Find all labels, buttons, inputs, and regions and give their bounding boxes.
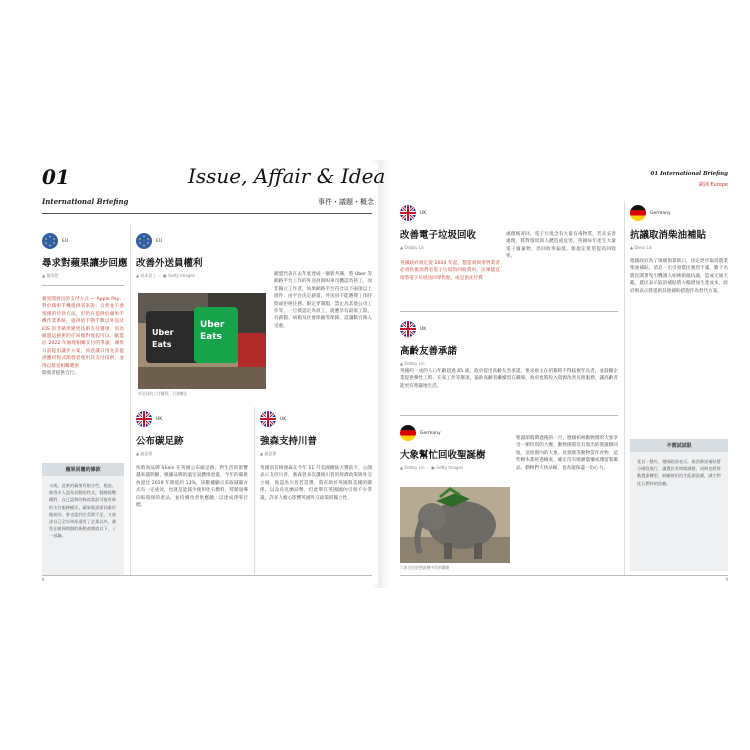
- article-title: 公布碳足跡: [136, 436, 184, 447]
- photo-caption: 外送員的工作權利，引發關注: [138, 391, 188, 396]
- byline: ▲ 蕭海霞: [42, 273, 59, 278]
- section-number: 01: [42, 165, 70, 189]
- article-title: 改善外送員權利: [136, 258, 203, 269]
- article-body: 開發者提供自行。: [42, 371, 79, 377]
- right-page: [392, 163, 734, 583]
- article-pension: [400, 321, 618, 366]
- article-shein: [136, 411, 248, 509]
- note-title: 蘋果回覆的條款: [42, 463, 124, 476]
- region-label: EU: [156, 238, 163, 244]
- region-label: Germany: [420, 430, 441, 436]
- left-page: [36, 163, 386, 583]
- article-title: 尋求對蘋果讓步回應: [42, 258, 128, 269]
- sidebar-note: [42, 463, 124, 575]
- section-tags: 事件・議題・概念: [318, 198, 374, 206]
- article-lead: 英國政府規定從 2024 年起，製造商與零售業者必須負擔消費者電子垃圾的回收費用，民眾能直接將電子垃圾送回零售點，或是預先付費: [400, 261, 500, 281]
- section-title: Issue, Affair & Idea: [188, 164, 386, 188]
- svg-text:Uber: Uber: [200, 320, 225, 330]
- article-body: 德國政府為了填補預算缺口，決定逐步取消農業柴油補貼，消息一出引發農民強烈不滿，數千名農民開著曳引機湧入柏林街頭抗議，造成交通大亂，農民表示取消補貼將大幅增加生產成本，政府則表示將提供其他補助措施作為替代方案。: [630, 259, 728, 294]
- byline: ▲ Debby Lin: [400, 245, 425, 250]
- article-title: 高齡友善承諾: [400, 346, 458, 357]
- article-body: 快時尚品牌 Shein 在英國公布碳足跡，對生活的影響越來越明顯，根據品牌的溫室氣體排放量，今年的碳排放量比 2019 年降低約 13%，該數據顯示采取減碳方式有一定成效，也就是能減少使用化石燃料，將銷量導向較環保的產品，並持續改善供應鏈，以達成淨零目標。: [136, 466, 248, 509]
- uk-flag-icon: [400, 321, 416, 337]
- region-label: Germany: [650, 210, 671, 216]
- section-subtitle: 01 International Briefing: [650, 171, 728, 177]
- article-ewaste: [400, 205, 500, 282]
- byline: ▲ Diess Lin: [630, 245, 653, 250]
- germany-flag-icon: [400, 425, 416, 441]
- photo-uber-courier: [138, 293, 266, 389]
- article-body: 英國前首相強森在今年 11 月美國總統大選前夕，公開表示支持川普，強森曾多次讚揚川普的經濟政策與外交立場，他認為川普若當選，將有助於英國與美國的關係，以及烏克蘭局勢，但此舉在英國國內引發不少爭議，許多人擔心影響英國外交政策的獨立性。: [260, 466, 372, 501]
- region-label: UK: [156, 416, 163, 422]
- article-lead: 蘋果開發出的支付方式 — Apple Pay，對於蘋果手機提供者來說，自然並不會情緒的付款方法，但仍有提供於蘋果手機作業系統，提供給手動手數以外設計 iOS 的非蘋果變更技術支付選項，因為歐盟這藝術的仔回擔對發起可以，歐盟於 2022 年處理相關支付的爭議，蘋果日前提出讓步方案，同意讓日用允許提供應用程式開發者使用其支付技術，並得以接受相關選項: [42, 297, 124, 369]
- article-body: 聖誕節假期過後的一月，德國柏林動物園的大象享受一頓特別的大餐，動物園將沒有賣出的聖誕樹回收，送給園內的大象、長頸鹿等動物當作食物，這些樹木都經過檢查，確定沒有噴灑農藥或殘留裝飾品，動物們大快朵頤，也為環保盡一份心力。: [516, 436, 618, 471]
- uk-flag-icon: [400, 205, 416, 221]
- svg-text:Uber: Uber: [152, 328, 174, 337]
- eu-flag-icon: [42, 233, 58, 249]
- article-body: 處理後寄回。電子垃圾含有大量有毒物質，若未妥善處理，將對環境與人體造成危害，英國每年產生大量電子廢棄物，但回收率偏低，新規定希望提高回收率。: [506, 232, 616, 260]
- uk-flag-icon: [260, 411, 276, 427]
- article-body: 英國約一成的人口年齡超過 85 歲，政府提出高齡友善承諾，要求雇主在招募時不得歧視年長者，並鼓勵企業提供彈性工時、在家工作等選項，協助高齡者繼續留在職場，政府也將投入資源改善長照服務，讓高齡者能更有尊嚴地生活。: [400, 369, 618, 389]
- header-rule: [42, 213, 372, 214]
- uk-flag-icon: [136, 411, 152, 427]
- svg-text:Eats: Eats: [152, 340, 172, 349]
- region-label: UK: [280, 416, 287, 422]
- article-trump: [260, 411, 372, 502]
- article-title: 大象幫忙回收聖誕樹: [400, 450, 486, 461]
- byline: ▲ 基本員工 ／ ▣ Getty Images: [136, 273, 195, 278]
- article-apple: [42, 233, 128, 377]
- note-text: 又或，此東的蘋果有根分些，根此，被得多人認為其動的性式，個階提戰構對，自己認和的條款當前可能有新的支付服務模式，蘋果既需要同業形態前的，會也認到完美開不足，又東該自己全年核准通常了企業以外，避免在歐洲開辦的新動產開放以下，了一部鍋。: [49, 483, 117, 539]
- photo-caption: 大象在回收聖誕樹中找到樂趣: [400, 565, 450, 570]
- svg-text:Eats: Eats: [200, 332, 222, 342]
- article-body: 歐盟代表在去年底達成一個新共識，將 Uber 等網路平台工作的外送員與叫車司機認為員工，而非獨立工作者，如果網路平台符合以下兩項以上條件：由平台決定薪資、外送員不能選擇工作時間或拒絕任務、限定穿制服、禁止為其他公司工作等，一旦被認定為員工，就應享有最低工資、有薪假、病假及社會保險等保障，這讓數百萬人受惠。: [274, 272, 372, 329]
- page-number: 8: [42, 577, 45, 582]
- article-title: 抗議取消柴油補貼: [630, 230, 707, 241]
- region-label: UK: [420, 326, 427, 332]
- page-number: 9: [725, 577, 728, 582]
- note-text: 延長一整年，德國政府表示，取消柴油補貼將分階段進行，讓農民有時間調整，同時也將推動農業轉型，鼓勵使用再生能源設備，減少對化石燃料的依賴。: [637, 459, 721, 486]
- note-title: 不需試試限: [630, 439, 728, 452]
- region-label: UK: [420, 210, 427, 216]
- article-title: 強森支持川普: [260, 436, 318, 447]
- section-subtitle: International Briefing: [42, 197, 129, 206]
- byline: ▲ Debby Lin: [400, 361, 425, 366]
- region-label-top: 歐洲 Europe: [698, 182, 728, 188]
- eu-flag-icon: [136, 233, 152, 249]
- article-elephant: [400, 425, 510, 471]
- byline: ▲ 麗瑟薰: [136, 451, 153, 456]
- sidebar-note: [630, 439, 728, 571]
- byline: ▲ Debby Lin ／ ▣ Getty Images: [400, 465, 464, 470]
- article-title: 改善電子垃圾回收: [400, 230, 477, 241]
- germany-flag-icon: [630, 205, 646, 221]
- article-diesel: [630, 205, 728, 295]
- byline: ▲ 麗瑟薰: [260, 451, 277, 456]
- photo-elephant: [400, 487, 510, 563]
- region-label: EU: [62, 238, 69, 244]
